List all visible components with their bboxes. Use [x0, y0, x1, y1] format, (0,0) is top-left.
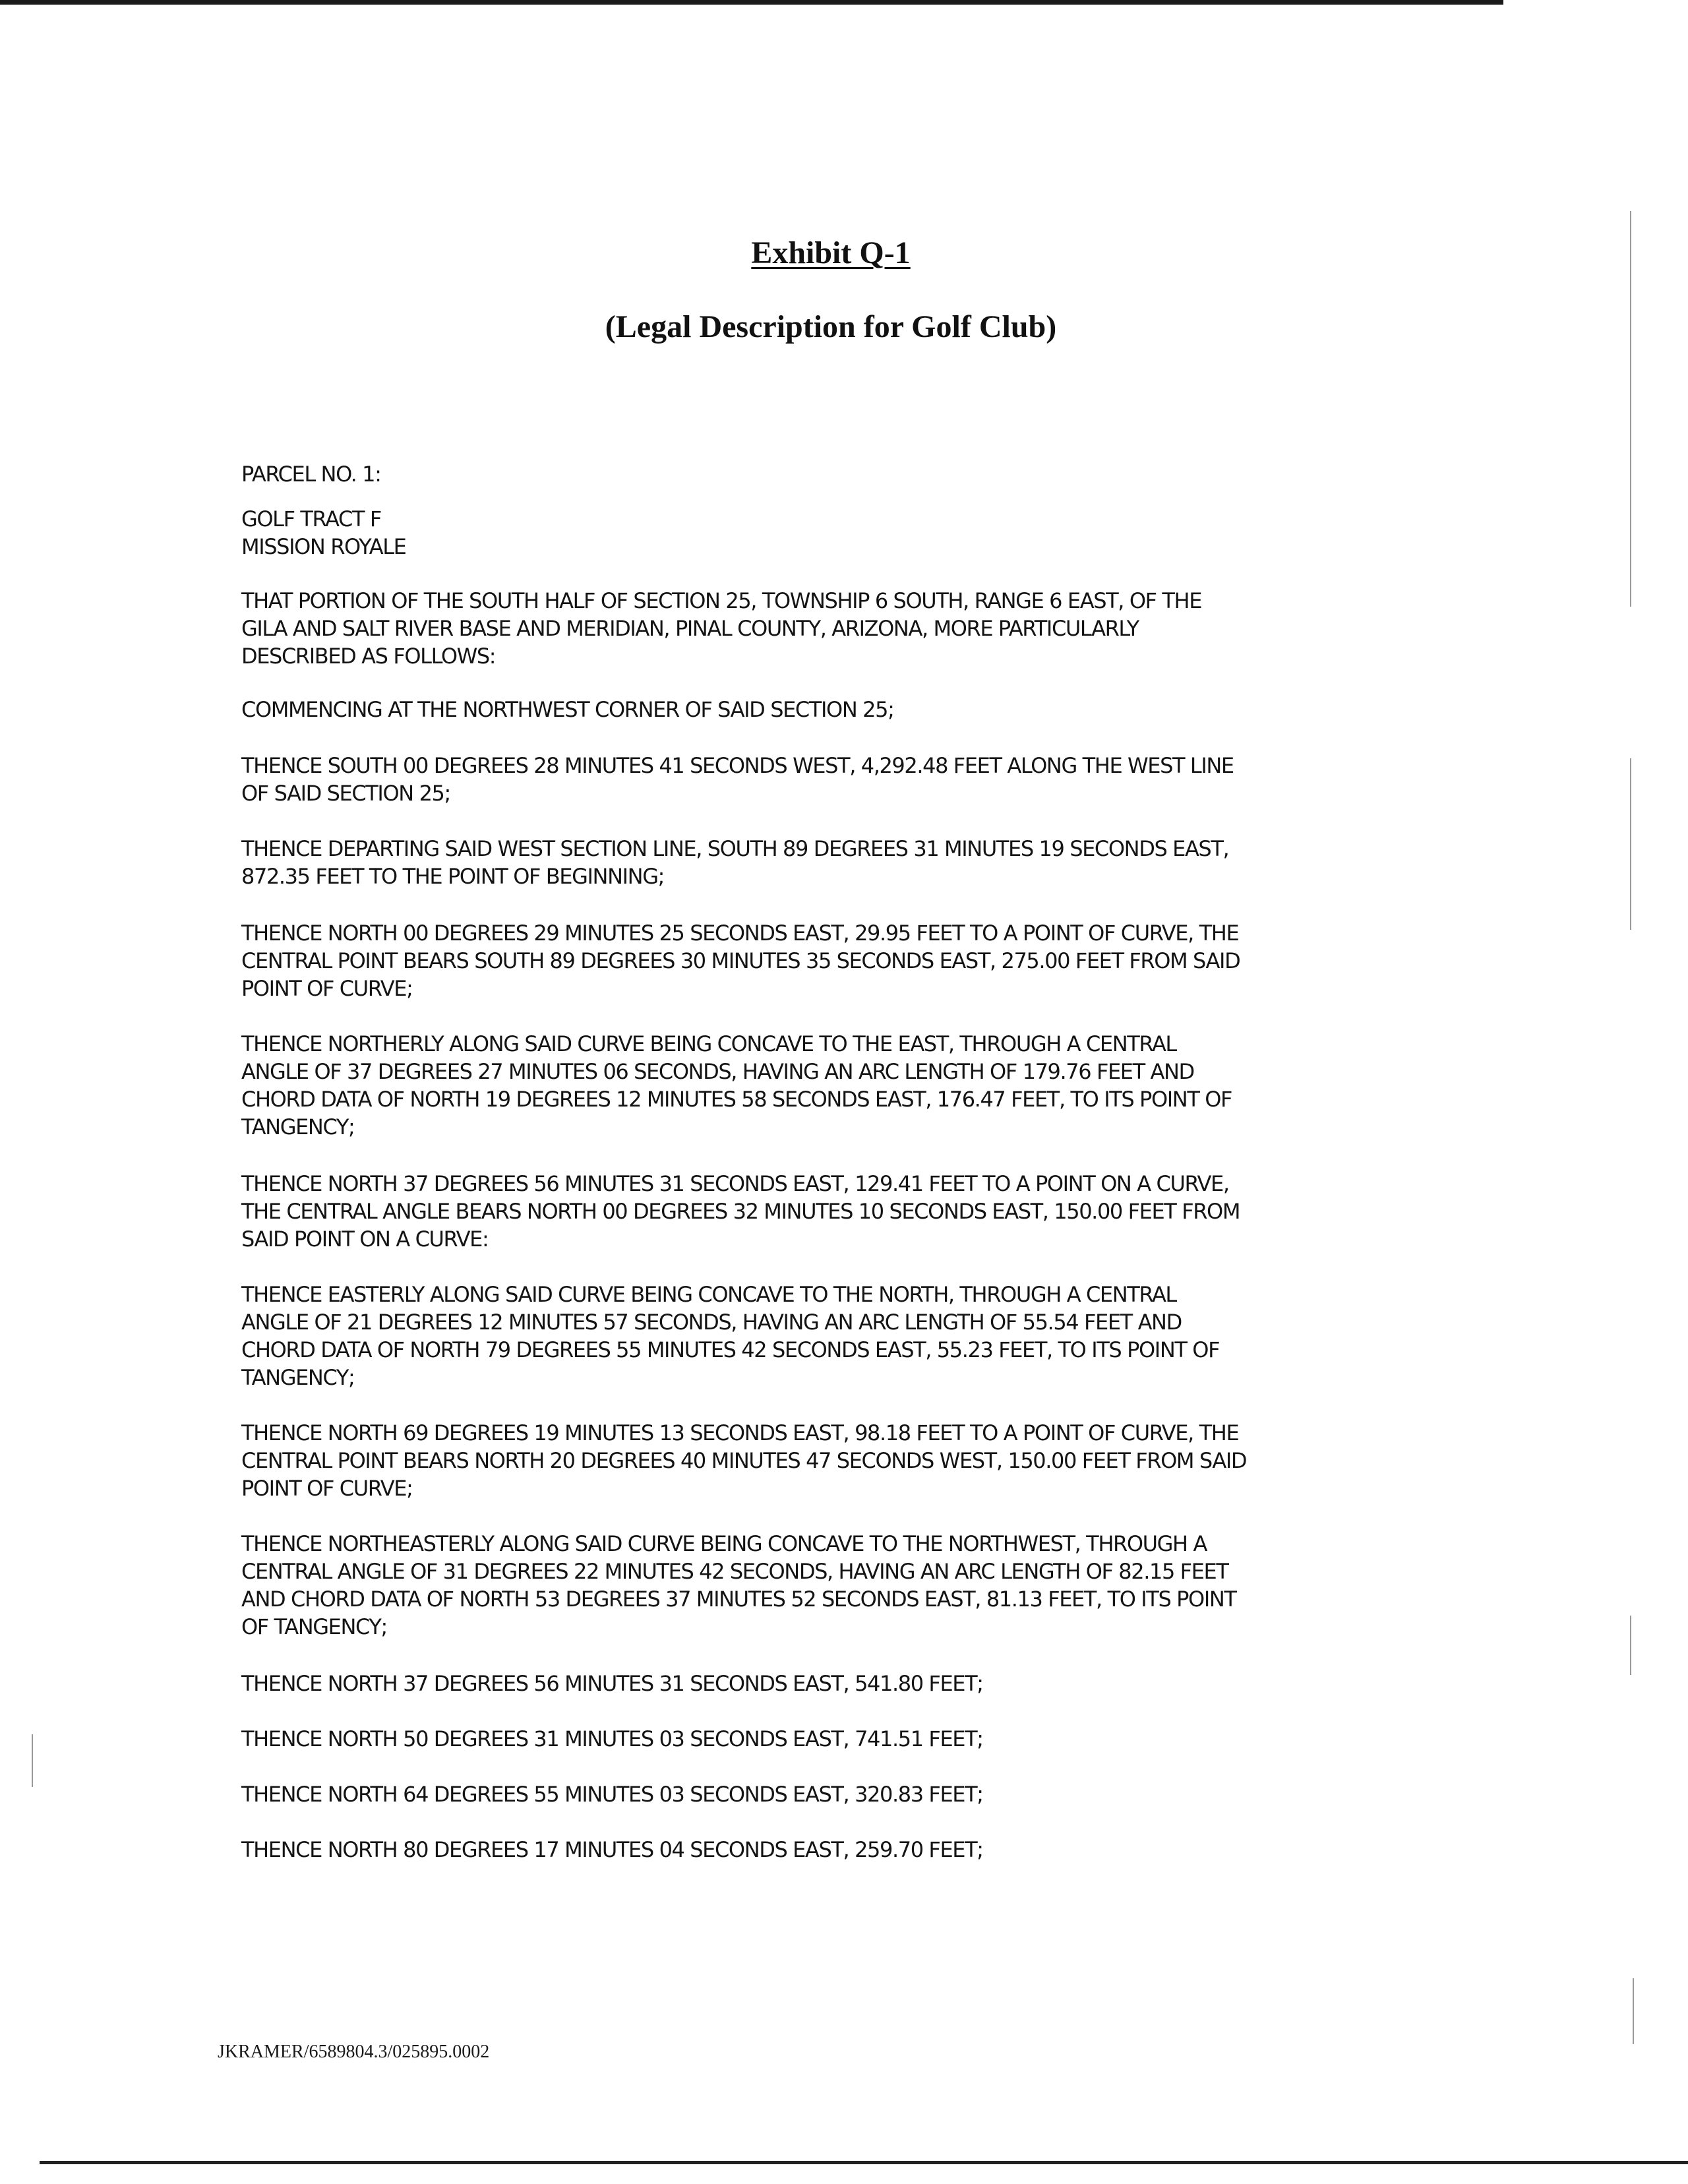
description-paragraph: THENCE NORTH 80 DEGREES 17 MINUTES 04 SECONDS EAST, 259.70 FEET; [241, 1837, 983, 1862]
document-footer-reference: JKRAMER/6589804.3/025895.0002 [218, 2042, 490, 2062]
description-paragraph: THAT PORTION OF THE SOUTH HALF OF SECTION 25, TOWNSHIP 6 SOUTH, RANGE 6 EAST, OF THE GILA AND SALT RIVER BASE AND MERIDIAN, PINAL COUNTY, ARIZONA, MORE PARTICULARLY DESCRIBED AS FOLLOWS: [241, 588, 1202, 669]
scan-margin-mark [32, 1734, 33, 1787]
scan-margin-mark [1630, 758, 1631, 930]
tract-name: GOLF TRACT F MISSION ROYALE [241, 506, 406, 559]
description-paragraph: THENCE NORTH 00 DEGREES 29 MINUTES 25 SECONDS EAST, 29.95 FEET TO A POINT OF CURVE, THE CENTRAL POINT BEARS SOUTH 89 DEGREES 30 MINUTES 35 SECONDS EAST, 275.00 FEET FROM SAID POINT OF CURVE; [241, 921, 1240, 1001]
scan-top-edge [0, 0, 1503, 5]
scan-bottom-edge [40, 2161, 1688, 2164]
exhibit-subtitle: (Legal Description for Golf Club) [605, 309, 1057, 344]
description-paragraph: THENCE NORTH 50 DEGREES 31 MINUTES 03 SECONDS EAST, 741.51 FEET; [241, 1726, 983, 1751]
scan-margin-mark [1633, 1978, 1634, 2044]
parcel-heading: PARCEL NO. 1: [241, 462, 381, 487]
description-paragraph: THENCE NORTH 64 DEGREES 55 MINUTES 03 SECONDS EAST, 320.83 FEET; [241, 1782, 983, 1807]
exhibit-title: Exhibit Q-1 [751, 235, 911, 270]
description-paragraph: THENCE EASTERLY ALONG SAID CURVE BEING CONCAVE TO THE NORTH, THROUGH A CENTRAL ANGLE OF 21 DEGREES 12 MINUTES 57 SECONDS, HAVING AN ARC LENGTH OF 55.54 FEET AND CHORD DATA OF NORTH 79 DEGREES 55 MINUTES 42 SECONDS EAST, 55.23 FEET, TO ITS POINT OF TANGENCY; [241, 1282, 1220, 1390]
description-paragraph: THENCE SOUTH 00 DEGREES 28 MINUTES 41 SECONDS WEST, 4,292.48 FEET ALONG THE WEST LINE OF SAID SECTION 25; [241, 753, 1234, 806]
description-paragraph: THENCE NORTH 37 DEGREES 56 MINUTES 31 SECONDS EAST, 541.80 FEET; [241, 1671, 983, 1696]
description-paragraph: THENCE NORTH 37 DEGREES 56 MINUTES 31 SECONDS EAST, 129.41 FEET TO A POINT ON A CURVE, THE CENTRAL ANGLE BEARS NORTH 00 DEGREES 32 MINUTES 10 SECONDS EAST, 150.00 FEET FROM SAID POINT ON A CURVE: [241, 1171, 1240, 1252]
description-paragraph: THENCE NORTHERLY ALONG SAID CURVE BEING CONCAVE TO THE EAST, THROUGH A CENTRAL ANGLE OF 37 DEGREES 27 MINUTES 06 SECONDS, HAVING AN ARC LENGTH OF 179.76 FEET AND CHORD DATA OF NORTH 19 DEGREES 12 MINUTES 58 SECONDS EAST, 176.47 FEET, TO ITS POINT OF TANGENCY; [241, 1031, 1232, 1139]
scan-margin-mark [1630, 1616, 1631, 1675]
description-paragraph: THENCE NORTHEASTERLY ALONG SAID CURVE BEING CONCAVE TO THE NORTHWEST, THROUGH A CENTRAL ANGLE OF 31 DEGREES 22 MINUTES 42 SECONDS, HAVING AN ARC LENGTH OF 82.15 FEET AND CHORD DATA OF NORTH 53 DEGREES 37 MINUTES 52 SECONDS EAST, 81.13 FEET, TO ITS POINT OF TANGENCY; [241, 1531, 1236, 1639]
description-paragraph: THENCE DEPARTING SAID WEST SECTION LINE, SOUTH 89 DEGREES 31 MINUTES 19 SECONDS EAST, 872.35 FEET TO THE POINT OF BEGINNING; [241, 836, 1229, 889]
description-paragraph: THENCE NORTH 69 DEGREES 19 MINUTES 13 SECONDS EAST, 98.18 FEET TO A POINT OF CURVE, THE CENTRAL POINT BEARS NORTH 20 DEGREES 40 MINUTES 47 SECONDS WEST, 150.00 FEET FROM SAID POINT OF CURVE; [241, 1420, 1247, 1501]
description-paragraph: COMMENCING AT THE NORTHWEST CORNER OF SAID SECTION 25; [241, 697, 894, 722]
